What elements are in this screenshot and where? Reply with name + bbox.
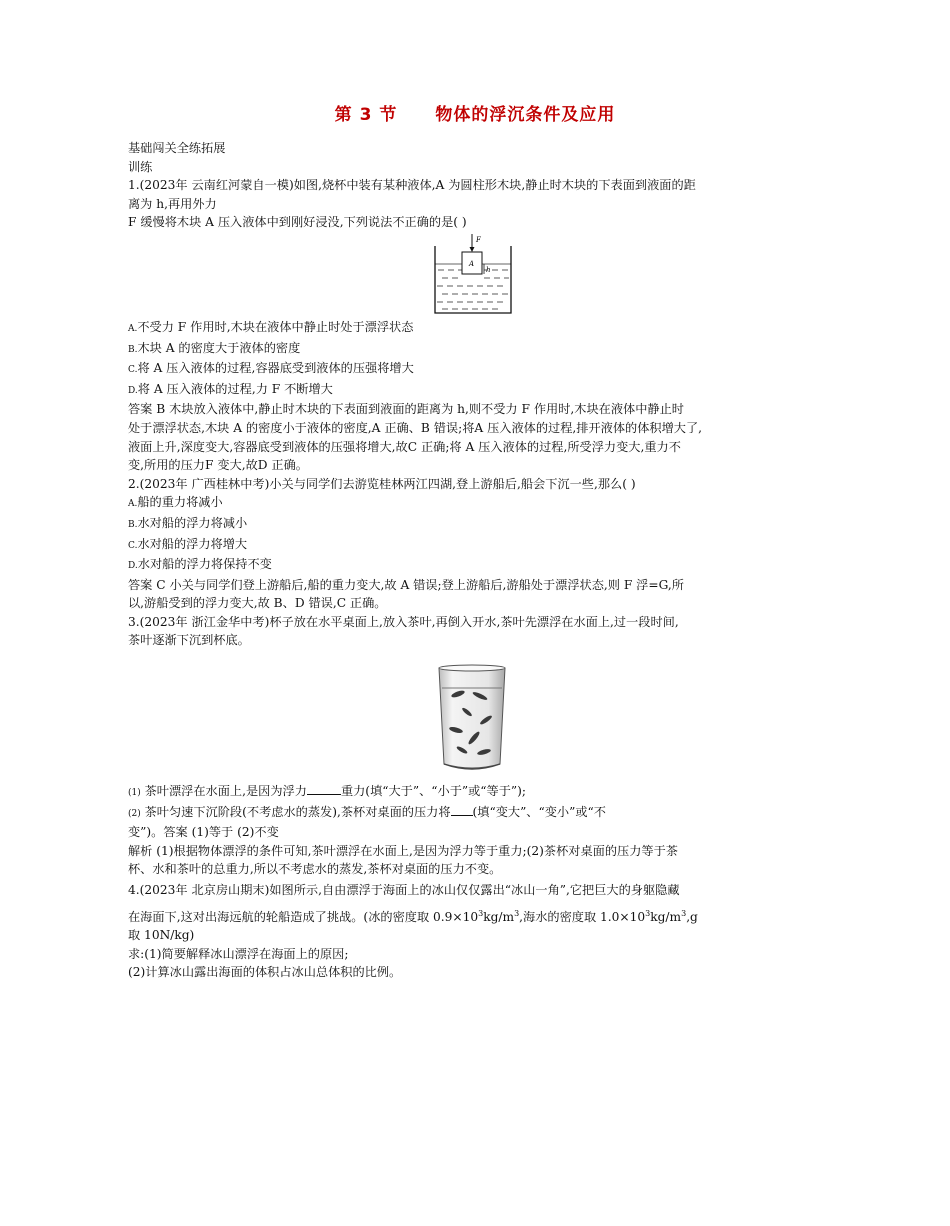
answer-line: 答案 C 小关与同学们登上游船后,船的重力变大,故 A 错误;登上游船后,游船处于漂浮状态,则 F 浮=G,所 [128, 577, 684, 592]
answer-line: 答案 B 木块放入液体中,静止时木块的下表面到液面的距离为 h,则不受力 F 作用时,木块在液体中静止时 [128, 402, 684, 417]
answer-line: 液面上升,深度变大,容器底受到液体的压强将增大,故C 正确;将 A 压入液体的过程,所受浮力变大,重力不 [128, 439, 681, 454]
q3-sub1: (1) 茶叶漂浮在水面上,是因为浮力 重力(填“大于”、“小于”或“等于”); [128, 784, 526, 799]
option: A.船的重力将减小 [128, 495, 223, 510]
option: B.水对船的浮力将减小 [128, 515, 248, 530]
q4-stem: 取 10N/kg) [128, 928, 195, 943]
force-label: F [476, 235, 481, 244]
q4-stem: 在海面下,这对出海远航的轮船造成了挑战。(冰的密度取 $0.9\times 10^3kg/m^3$,海水的密度取 $1.0\times 10^3kg/m^3,g$ [128, 908, 698, 924]
analysis-line: 杯、水和茶叶的总重力,所以不考虑水的蒸发,茶杯对桌面的压力不变。 [128, 862, 502, 877]
q1-stem: 1.(2023年 云南红河蒙自一模)如图,烧杯中装有某种液体,A 为圆柱形木块,静止时木块的下表面到液面的距 [128, 178, 696, 193]
page-title [0, 100, 950, 125]
option: D.水对船的浮力将保持不变 [128, 557, 272, 572]
glass-body [439, 668, 505, 768]
depth-label: h [486, 265, 491, 274]
option: C.水对船的浮力将增大 [128, 536, 248, 551]
q3-stem: 3.(2023年 浙江金华中考)杯子放在水平桌面上,放入茶叶,再倒入开水,茶叶先漂浮在水面上,过一段时间, [128, 614, 679, 629]
option: C.将 A 压入液体的过程,容器底受到液体的压强将增大 [128, 361, 414, 376]
intro-line: 训练 [128, 159, 153, 174]
q1-stem: 离为 h,再用外力 [128, 196, 217, 211]
option: B.木块 A 的密度大于液体的密度 [128, 340, 301, 355]
q4-ask: 求:(1)简要解释冰山漂浮在海面上的原因; [128, 946, 349, 961]
glass-rim [439, 665, 505, 671]
tea-glass-figure [436, 664, 508, 774]
analysis-line: 解析 (1)根据物体漂浮的条件可知,茶叶漂浮在水面上,是因为浮力等于重力;(2)茶杯对桌面的压力等于茶 [128, 843, 678, 858]
section-number: 第 3 节 [334, 105, 398, 125]
answer-line: 变,所用的压力F 变大,故D 正确。 [128, 458, 308, 473]
q3-sub2: (2) 茶叶匀速下沉阶段(不考虑水的蒸发),茶杯对桌面的压力将 (填“变大”、“变小”或“不 [128, 804, 606, 819]
q3-stem: 茶叶逐渐下沉到杯底。 [128, 633, 250, 648]
q1-stem: F 缓慢将木块 A 压入液体中到刚好浸没,下列说法不正确的是( ) [128, 215, 467, 230]
q4-stem: 4.(2023年 北京房山期末)如图所示,自由漂浮于海面上的冰山仅仅露出“冰山一角”,它把巨大的身躯隐藏 [128, 883, 680, 898]
answer-line: 以,游船受到的浮力变大,故 B、D 错误,C 正确。 [128, 596, 387, 611]
document-body [128, 139, 824, 982]
beaker-figure [432, 234, 514, 316]
answer-line: 处于漂浮状态,木块 A 的密度小于液体的密度,A 正确、B 错误;将A 压入液体的过程,排开液体的体积增大了, [128, 420, 703, 435]
block-label: A [469, 259, 475, 268]
option: D.将 A 压入液体的过程,力 F 不断增大 [128, 381, 333, 396]
force-arrowhead [470, 247, 475, 252]
section-title: 物体的浮沉条件及应用 [435, 105, 616, 125]
option: A.不受力 F 作用时,木块在液体中静止时处于漂浮状态 [128, 319, 414, 334]
liquid-hatching [437, 270, 509, 309]
q4-ask: (2)计算冰山露出海面的体积占冰山总体积的比例。 [128, 965, 402, 980]
intro-line: 基础闯关全练拓展 [128, 141, 226, 155]
q2-stem: 2.(2023年 广西桂林中考)小关与同学们去游览桂林两江四湖,登上游船后,船会下沉一些,那么( ) [128, 476, 636, 491]
q3-answer: 变”)。答案 (1)等于 (2)不变 [128, 825, 279, 840]
